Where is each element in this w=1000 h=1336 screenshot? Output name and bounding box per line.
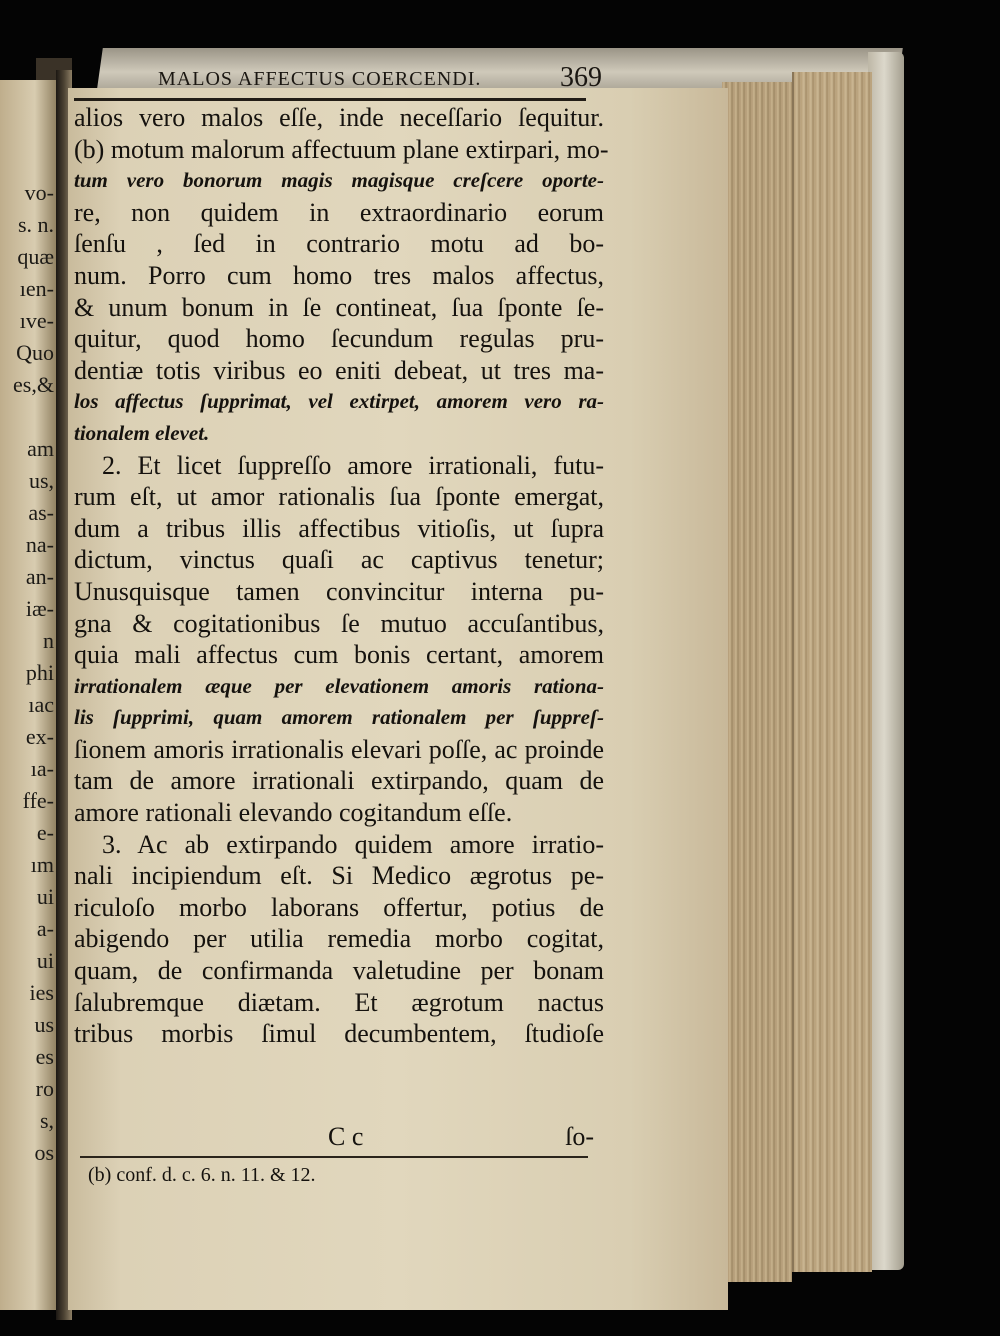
left-page-text-fragment: ex- — [25, 724, 54, 749]
left-page-text-fragment: as- — [28, 500, 54, 525]
left-page-text-fragment: am — [27, 436, 54, 461]
text-line: 2. Et licet ſuppreſſo amore irrationali, futu- — [102, 450, 604, 480]
left-page-text-fragment: s, — [39, 1108, 54, 1133]
signature-line — [74, 1122, 594, 1154]
left-page-text-fragment: phi — [25, 660, 54, 685]
left-page-text-fragment: es,& — [13, 372, 54, 397]
text-line: dictum, vinctus quaſi ac captivus tenetur; — [74, 545, 604, 575]
text-line: abigendo per utilia remedia morbo cogitat, — [74, 924, 604, 954]
page-edges — [722, 82, 792, 1282]
text-line: 3. Ac ab extirpando quidem amore irratio- — [102, 829, 604, 859]
text-line: ſionem amoris irrationalis elevari poſſe, ac proinde — [74, 734, 604, 764]
text-line: dum a tribus illis affectibus vitioſis, ut ſupra — [74, 513, 604, 543]
catchword: ſo- — [565, 1122, 594, 1151]
text-line: quia mali affectus cum bonis certant, amorem — [74, 640, 604, 670]
left-page-text-fragment: ui — [36, 884, 54, 909]
page-header — [74, 60, 602, 100]
left-page-text-fragment: s. n. — [17, 212, 54, 237]
page-number: 369 — [560, 62, 602, 93]
text-line: gna & cogitationibus ſe mutuo accuſantibus, — [74, 608, 604, 638]
left-page-text-fragment: iæ- — [25, 596, 54, 621]
left-page-text-fragment: us, — [28, 468, 54, 493]
left-page-text-fragment: ıa- — [30, 756, 54, 781]
text-line: rum eſt, ut amor rationalis ſua ſponte emergat, — [74, 482, 604, 512]
page-block-edges — [792, 72, 872, 1272]
text-line: quam, de confirmanda valetudine per bonam — [74, 956, 604, 986]
footnote-rule — [80, 1156, 588, 1158]
text-line: irrationalem æque per elevationem amoris rationa- — [74, 673, 604, 698]
signature-mark: C c — [328, 1122, 364, 1151]
left-page-text-fragment: us — [34, 1012, 54, 1037]
left-page-text-fragment: a- — [36, 916, 54, 941]
text-line: nali incipiendum eſt. Si Medico ægrotus pe- — [74, 861, 604, 891]
left-page-text-fragment: an- — [25, 564, 54, 589]
header-rule — [74, 98, 586, 101]
text-line: ſenſu , ſed in contrario motu ad bo- — [74, 229, 604, 259]
text-line: tam de amore irrationali extirpando, quam de — [74, 766, 604, 796]
book-cover-edge — [868, 52, 904, 1270]
text-line: alios vero malos eſſe, inde neceſſario ſequitur. — [74, 103, 604, 132]
left-page-text-fragment: ro — [35, 1076, 54, 1101]
left-page-text-fragment: e- — [36, 820, 54, 845]
text-line: num. Porro cum homo tres malos affectus, — [74, 260, 604, 290]
text-line: amore rationali elevando cogitandum eſſe. — [74, 798, 513, 828]
text-line: riculoſo morbo laborans offertur, potius de — [74, 892, 604, 922]
left-page-text-fragment: na- — [25, 532, 54, 557]
left-page-text-fragment: n — [43, 628, 54, 653]
left-page-text-fragment: ies — [29, 980, 54, 1005]
footnote: (b) conf. d. c. 6. n. 11. & 12. — [88, 1164, 316, 1186]
left-page-text-fragment: vo- — [24, 180, 54, 205]
left-page-text-fragment: ui — [36, 948, 54, 973]
left-page-text-fragment: ım — [30, 852, 54, 877]
text-line: los affectus ſupprimat, vel extirpet, amorem vero ra- — [74, 389, 604, 414]
body-text — [74, 102, 609, 1050]
text-line: dentiæ totis viribus eo eniti debeat, ut tres ma- — [74, 355, 604, 385]
text-line: tribus morbis ſimul decumbentem, ſtudioſe — [74, 1019, 604, 1049]
text-line: re, non quidem in extraordinario eorum — [74, 197, 604, 227]
left-page-text-fragment: ıac — [28, 692, 54, 717]
previous-page-fragment — [0, 80, 58, 1310]
left-page-text-fragment: os — [34, 1140, 54, 1165]
text-line: & unum bonum in ſe contineat, ſua ſponte ſe- — [74, 292, 604, 322]
text-line: lis ſupprimi, quam amorem rationalem per ſuppreſ- — [74, 705, 604, 730]
text-line: tum vero bonorum magis magisque creſcere oporte- — [74, 168, 604, 193]
left-page-text-fragment: ıve- — [19, 308, 54, 333]
text-line: quitur, quod homo ſecundum regulas pru- — [74, 324, 604, 354]
text-line: Unusquisque tamen convincitur interna pu- — [74, 576, 604, 606]
text-line: (b) motum malorum affectuum plane extirpari, mo- — [74, 134, 609, 164]
left-page-text-fragment: ıen- — [19, 276, 54, 301]
left-page-text-fragment: quæ — [17, 244, 54, 269]
running-head: MALOS AFFECTUS COERCENDI. — [158, 68, 482, 90]
text-line: ſalubremque diætam. Et ægrotum nactus — [74, 987, 604, 1017]
left-page-text-fragment: ffe- — [22, 788, 54, 813]
left-page-text-fragment: es — [35, 1044, 54, 1069]
text-line: tionalem elevet. — [74, 420, 210, 445]
left-page-text-fragment: Quo — [16, 340, 54, 365]
